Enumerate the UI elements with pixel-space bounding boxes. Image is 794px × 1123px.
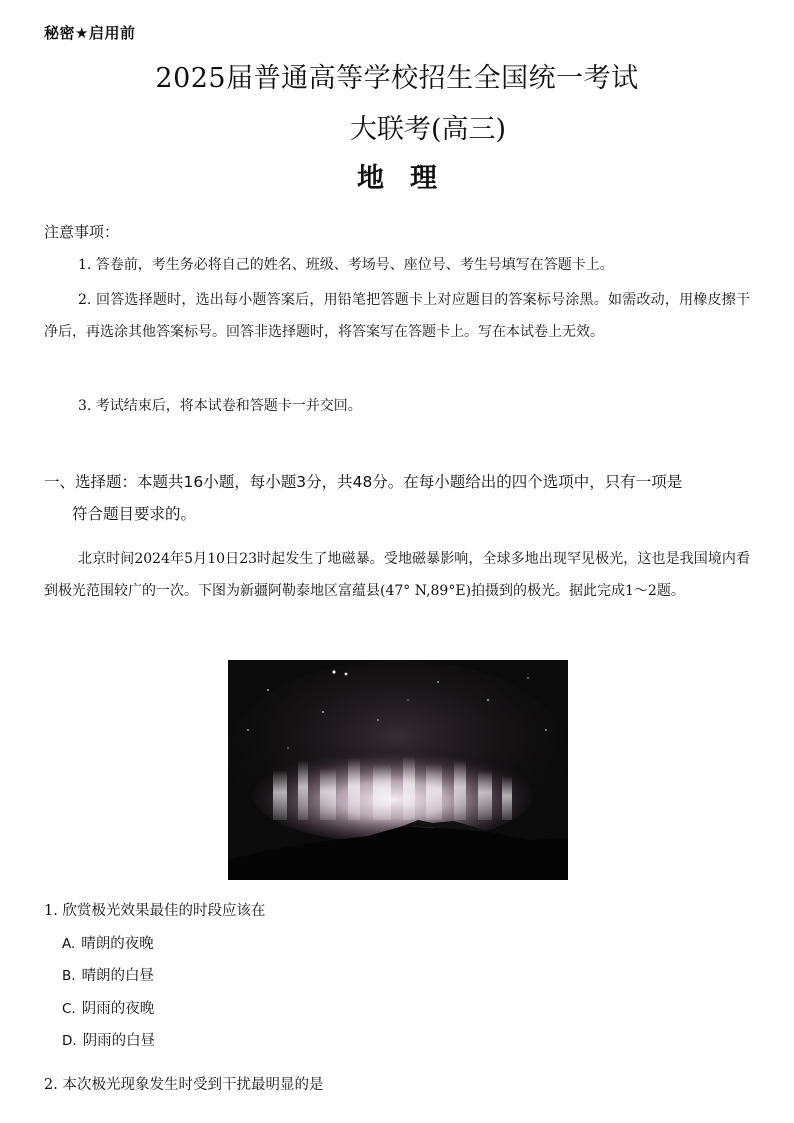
section-line-2: 符合题目要求的。: [72, 505, 197, 523]
subject-title: [0, 156, 794, 195]
question-1-option-d: [62, 1029, 155, 1050]
question-1-stem: 1. 欣赏极光效果最佳的时段应该在: [44, 903, 266, 919]
option-letter: C.: [62, 1001, 76, 1017]
option-text: 晴朗的夜晚: [81, 936, 154, 952]
exam-title: 2025届普通高等学校招生全国统一考试: [155, 63, 639, 94]
secret-label: 秘密★启用前: [44, 24, 136, 42]
option-letter: B.: [62, 968, 76, 984]
question-1-option-b: [62, 964, 154, 985]
option-text: 阴雨的夜晚: [81, 1001, 155, 1017]
section-line-1: 一、选择题：本题共16小题，每小题3分，共48分。在每小题给出的四个选项中，只有一项是: [44, 473, 683, 491]
question-2-stem: 2. 本次极光现象发生时受到干扰最明显的是: [44, 1077, 324, 1093]
option-text: 阴雨的白昼: [82, 1033, 156, 1049]
reading-passage: 北京时间2024年5月10日23时起发生了地磁暴。受地磁暴影响，全球多地出现罕见极光，这也是我国境内看到极光范围较广的一次。下图为新疆阿勒泰地区富蕴县(47° N,89°E)拍摄到的极光。据此完成1～2题。: [44, 551, 750, 599]
exam-subtitle: 大联考(高三): [350, 114, 507, 145]
notice-heading: 注意事项：: [44, 223, 120, 241]
question-1-option-a: [62, 932, 154, 953]
option-letter: A.: [62, 936, 76, 952]
aurora-photo: [228, 660, 568, 880]
option-text: 晴朗的白昼: [81, 968, 155, 984]
notice-item-3: 3. 考试结束后，将本试卷和答题卡一并交回。: [78, 398, 362, 414]
notice-item-1: 1. 答卷前，考生务必将自己的姓名、班级、考场号、座位号、考生号填写在答题卡上。: [78, 257, 614, 273]
option-letter: D.: [62, 1033, 77, 1049]
notice-item-2: 2. 回答选择题时，选出每小题答案后，用铅笔把答题卡上对应题目的答案标号涂黑。如需改动，用橡皮擦干净后，再选涂其他答案标号。回答非选择题时，将答案写在答题卡上。写在本试卷上无效。: [44, 292, 750, 340]
subject-char-1: 地: [357, 163, 384, 194]
subject-char-2: 理: [410, 163, 437, 194]
question-1-option-c: [62, 997, 154, 1018]
section-heading: [44, 466, 750, 530]
